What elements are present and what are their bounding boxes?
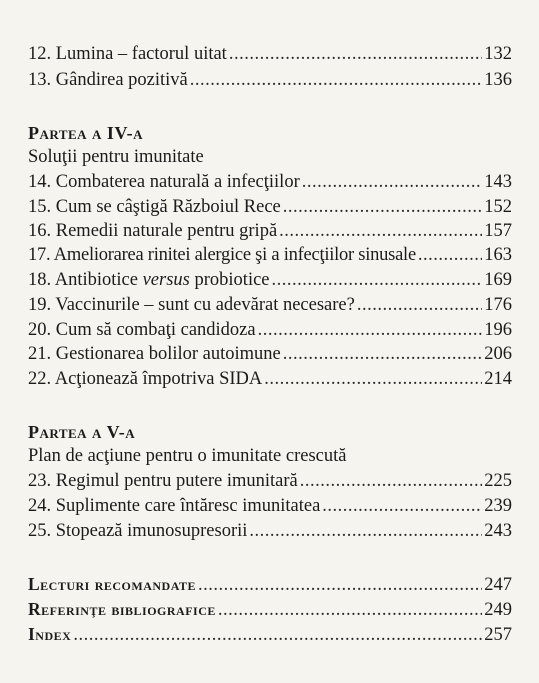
leader-dots <box>218 598 482 622</box>
leader-dots <box>264 367 482 391</box>
leader-dots <box>300 469 483 493</box>
leader-dots <box>283 195 482 219</box>
leader-dots <box>229 42 482 66</box>
toc-entry-index: Index ..... 257 <box>28 622 512 646</box>
leader-dots <box>322 494 482 518</box>
toc-entry-21: 21. Gestionarea bolilor autoimune ..... 206 <box>28 342 512 366</box>
leader-dots <box>302 170 483 194</box>
toc-entry-19: 19. Vaccinurile – sunt cu adevărat necesare? ..... 176 <box>28 293 512 317</box>
toc-entry-18: 18. Antibiotice versus probiotice ..... 169 <box>28 268 512 292</box>
toc-entry-25: 25. Stopează imunosupresorii ..... 243 <box>28 519 512 543</box>
leader-dots <box>198 573 482 597</box>
toc-entry-17: 17. Ameliorarea rinitei alergice şi a infecţiilor sinusale ..... 163 <box>28 243 512 267</box>
leader-dots <box>279 219 482 243</box>
leader-dots <box>272 268 483 292</box>
leader-dots <box>73 623 482 647</box>
toc-entry-22: 22. Acţionează împotriva SIDA ..... 214 <box>28 367 512 391</box>
toc-entry-12: 12. Lumina – factorul uitat ..... 132 <box>28 42 512 66</box>
toc-entry-14: 14. Combaterea naturală a infecţiilor ..... 143 <box>28 170 512 194</box>
toc-entry-20: 20. Cum să combaţi candidoza ..... 196 <box>28 318 512 342</box>
leader-dots <box>357 293 482 317</box>
leader-dots <box>190 68 482 92</box>
leader-dots <box>249 519 482 543</box>
part-4-subtitle: Soluţii pentru imunitate <box>28 147 204 167</box>
leader-dots <box>283 342 482 366</box>
toc-entry-recommended-reading: Lecturi recomandate ..... 247 <box>28 572 512 596</box>
toc-entry-16: 16. Remedii naturale pentru gripă ..... 157 <box>28 219 512 243</box>
part-5-subtitle: Plan de acţiune pentru o imunitate crescută <box>28 446 347 466</box>
toc-entry-13: 13. Gândirea pozitivă ..... 136 <box>28 68 512 92</box>
part-5-heading: Partea a V-a <box>28 422 136 442</box>
leader-dots <box>418 243 482 267</box>
leader-dots <box>258 318 483 342</box>
toc-entry-24: 24. Suplimente care întăresc imunitatea ..... 239 <box>28 494 512 518</box>
toc-entry-23: 23. Regimul pentru putere imunitară ..... 225 <box>28 469 512 493</box>
part-4-heading: Partea a IV-a <box>28 123 143 143</box>
toc-entry-references: Referinţe bibliografice ..... 249 <box>28 597 512 621</box>
toc-entry-15: 15. Cum se câştigă Războiul Rece ..... 152 <box>28 195 512 219</box>
